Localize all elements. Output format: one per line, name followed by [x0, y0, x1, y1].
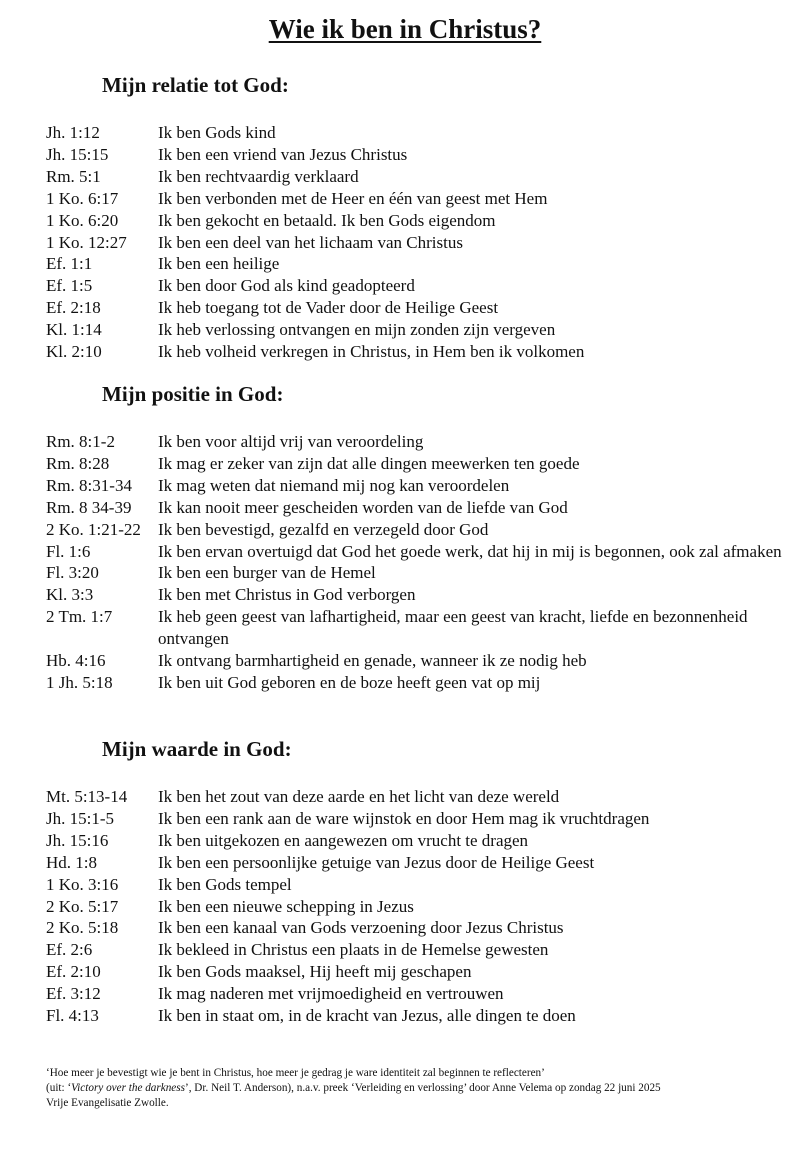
verse-entry [0, 808, 800, 830]
section-heading: Mijn waarde in God: [102, 737, 292, 761]
verse-entry [0, 188, 800, 210]
verse-reference: 2 Ko. 5:18 [46, 918, 119, 938]
verse-reference: Rm. 8:1-2 [46, 432, 115, 451]
verse-entry [0, 874, 800, 896]
verse-statement: Ik ben bevestigd, gezalfd en verzegeld door God [158, 519, 489, 539]
verse-entry [0, 475, 800, 497]
verse-statement: Ik ben gekocht en betaald. Ik ben Gods eigendom [158, 210, 496, 230]
verse-entry [0, 519, 800, 541]
footnote [46, 1066, 786, 1110]
verse-entry [0, 431, 800, 453]
section-heading: Mijn relatie tot God: [102, 73, 289, 97]
verse-reference: Hd. 1:8 [46, 852, 97, 872]
verse-statement: Ik ben een rank aan de ware wijnstok en door Hem mag ik vruchtdragen [158, 808, 650, 828]
section-relatie [0, 70, 800, 363]
verse-entry [0, 275, 800, 297]
verse-reference: Fl. 4:13 [46, 1006, 99, 1026]
verse-statement: Ik ben ervan overtuigd dat God het goede werk, dat hij in mij is begonnen, ook zal afmaken [158, 541, 782, 561]
verse-entry [0, 939, 800, 961]
verse-reference: Ef. 1:1 [46, 254, 93, 274]
verse-statement: Ik ben een deel van het lichaam van Christus [158, 232, 463, 252]
verse-statement: Ik ben Gods kind [158, 123, 276, 142]
footnote-source [46, 1081, 786, 1096]
section-positie [0, 379, 800, 694]
verse-reference: Rm. 5:1 [46, 166, 101, 186]
verse-statement: Ik ben uit God geboren en de boze heeft geen vat op mij [158, 672, 541, 692]
verse-reference: 2 Tm. 1:7 [46, 607, 113, 627]
verse-statement: Ik ben een kanaal van Gods verzoening door Jezus Christus [158, 918, 564, 938]
verse-entry [0, 1005, 800, 1027]
verse-entry [0, 166, 800, 188]
footnote-quote: ‘Hoe meer je bevestigt wie je bent in Christus, hoe meer je gedrag je ware identiteit zal beginnen te reflecteren’ [46, 1067, 545, 1079]
footnote-source-suffix: ’, Dr. Neil T. Anderson), n.a.v. preek ‘Verleiding en verlossing’ door Anne Velema op zondag 22 juni 2025 [184, 1081, 661, 1094]
verse-statement: Ik mag er zeker van zijn dat alle dingen meewerken ten goede [158, 453, 580, 473]
verse-statement: Ik ben uitgekozen en aangewezen om vrucht te dragen [158, 830, 529, 850]
verse-statement: Ik heb volheid verkregen in Christus, in Hem ben ik volkomen [158, 342, 585, 362]
verse-entry [0, 672, 800, 694]
verse-entry [0, 541, 800, 563]
verse-reference: Ef. 1:5 [46, 276, 93, 296]
verse-statement: Ik ben voor altijd vrij van veroordeling [158, 432, 424, 451]
verse-entry [0, 319, 800, 341]
verse-statement: Ik mag weten dat niemand mij nog kan veroordelen [158, 475, 510, 495]
verse-statement: Ik bekleed in Christus een plaats in de Hemelse gewesten [158, 940, 549, 960]
verse-statement: Ik ben door God als kind geadopteerd [158, 276, 415, 296]
verse-reference: Jh. 15:15 [46, 144, 109, 164]
verse-entry [0, 650, 800, 672]
verse-entry [0, 917, 800, 939]
verse-entry [0, 497, 800, 519]
verse-reference: Mt. 5:13-14 [46, 787, 128, 806]
verse-statement: Ik ontvang barmhartigheid en genade, wanneer ik ze nodig heb [158, 651, 587, 671]
verse-entry [0, 253, 800, 275]
verse-reference: 1 Ko. 6:20 [46, 210, 119, 230]
verse-reference: Hb. 4:16 [46, 651, 106, 671]
verse-entry [0, 983, 800, 1005]
verse-reference: 1 Ko. 12:27 [46, 232, 127, 252]
verse-reference: Kl. 3:3 [46, 585, 94, 605]
verse-entry [0, 606, 800, 650]
verse-entry [0, 122, 800, 144]
verse-entry [0, 584, 800, 606]
footnote-book-title: Victory over the darkness [71, 1081, 185, 1094]
verse-reference: Rm. 8:28 [46, 453, 110, 473]
section-heading: Mijn positie in God: [102, 382, 284, 406]
verse-statement: Ik mag naderen met vrijmoedigheid en vertrouwen [158, 984, 504, 1004]
verse-statement: Ik ben een vriend van Jezus Christus [158, 144, 408, 164]
verse-reference: Jh. 15:16 [46, 830, 109, 850]
verse-entry [0, 341, 800, 363]
verse-entry [0, 896, 800, 918]
section-waarde [0, 734, 800, 1027]
verse-reference: Fl. 1:6 [46, 541, 91, 561]
verse-reference: 1 Ko. 6:17 [46, 188, 119, 208]
entry-list [0, 786, 800, 1027]
verse-statement: Ik ben een persoonlijke getuige van Jezus door de Heilige Geest [158, 852, 595, 872]
verse-entry [0, 453, 800, 475]
verse-entry [0, 852, 800, 874]
verse-reference: Fl. 3:20 [46, 563, 99, 583]
verse-entry [0, 562, 800, 584]
verse-entry [0, 961, 800, 983]
verse-reference: 1 Jh. 5:18 [46, 672, 113, 692]
verse-reference: Rm. 8 34-39 [46, 497, 132, 517]
verse-statement: Ik ben rechtvaardig verklaard [158, 166, 359, 186]
verse-statement: Ik heb toegang tot de Vader door de Heilige Geest [158, 298, 499, 318]
verse-entry [0, 210, 800, 232]
page-title: Wie ik ben in Christus? [268, 14, 542, 44]
verse-reference: Ef. 2:6 [46, 940, 93, 960]
verse-reference: 2 Ko. 5:17 [46, 896, 119, 916]
verse-reference: Ef. 2:18 [46, 298, 101, 318]
verse-statement: Ik ben Gods tempel [158, 874, 292, 894]
verse-statement: Ik heb verlossing ontvangen en mijn zonden zijn vergeven [158, 320, 556, 340]
entry-list [0, 431, 800, 694]
verse-statement: Ik heb geen geest van lafhartigheid, maar een geest van kracht, liefde en bezonnenheid ontvangen [158, 607, 748, 649]
verse-statement: Ik ben een heilige [158, 254, 280, 274]
verse-statement: Ik ben in staat om, in de kracht van Jezus, alle dingen te doen [158, 1006, 576, 1026]
verse-reference: Jh. 15:1-5 [46, 808, 114, 828]
verse-statement: Ik ben het zout van deze aarde en het licht van deze wereld [158, 787, 560, 806]
verse-entry [0, 144, 800, 166]
footnote-church: Vrije Evangelisatie Zwolle. [46, 1096, 169, 1109]
verse-reference: Ef. 3:12 [46, 984, 101, 1004]
verse-reference: Kl. 1:14 [46, 320, 102, 340]
verse-statement: Ik ben met Christus in God verborgen [158, 585, 416, 605]
verse-statement: Ik ben een nieuwe schepping in Jezus [158, 896, 414, 916]
verse-statement: Ik ben Gods maaksel, Hij heeft mij geschapen [158, 962, 472, 982]
verse-entry [0, 786, 800, 808]
verse-statement: Ik ben een burger van de Hemel [158, 563, 376, 583]
verse-entry [0, 297, 800, 319]
verse-entry [0, 232, 800, 254]
verse-statement: Ik kan nooit meer gescheiden worden van de liefde van God [158, 497, 568, 517]
verse-entry [0, 830, 800, 852]
verse-reference: Kl. 2:10 [46, 342, 102, 362]
verse-reference: Rm. 8:31-34 [46, 475, 132, 495]
verse-reference: Jh. 1:12 [46, 123, 100, 142]
verse-reference: 2 Ko. 1:21-22 [46, 519, 141, 539]
verse-reference: 1 Ko. 3:16 [46, 874, 119, 894]
verse-statement: Ik ben verbonden met de Heer en één van geest met Hem [158, 188, 548, 208]
footnote-source-prefix: (uit: ‘ [46, 1081, 72, 1094]
verse-reference: Ef. 2:10 [46, 962, 101, 982]
entry-list [0, 122, 800, 363]
